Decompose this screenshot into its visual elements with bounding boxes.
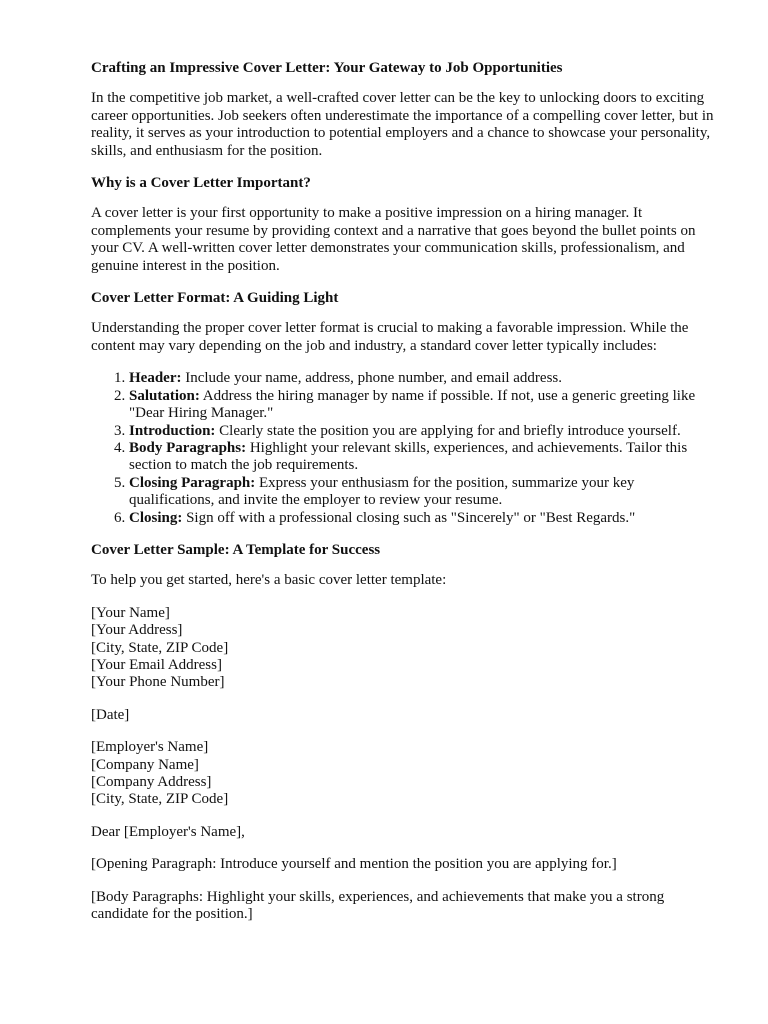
document-title: Crafting an Impressive Cover Letter: Your Gateway to Job Opportunities xyxy=(91,60,563,76)
sender-line: [City, State, ZIP Code] xyxy=(91,639,229,656)
list-item-text: Include your name, address, phone number, and email address. xyxy=(181,370,563,387)
list-item-text: Address the hiring manager by name if possible. If not, use a generic greeting like "Dear Hiring Manager." xyxy=(129,387,696,422)
list-item-text: Express your enthusiasm for the position, summarize your key qualifications, and invite the employer to review your resume. xyxy=(129,474,635,509)
sender-line: [Your Address] xyxy=(91,622,183,639)
sender-line: [Your Name] xyxy=(91,604,170,621)
date-placeholder: [Date] xyxy=(91,706,130,723)
section-heading-format: Cover Letter Format: A Guiding Light xyxy=(91,290,339,307)
list-item xyxy=(129,370,721,387)
list-item xyxy=(129,423,721,440)
section-heading-sample: Cover Letter Sample: A Template for Success xyxy=(91,541,381,558)
sender-line: [Your Email Address] xyxy=(91,656,222,673)
list-item-text: Sign off with a professional closing such as "Sincerely" or "Best Regards." xyxy=(182,509,636,526)
intro-paragraph: In the competitive job market, a well-crafted cover letter can be the key to unlocking doors to exciting career opportunities. Job seekers often underestimate the importance of a compelling cover letter, but in reality, it serves as your introduction to potential employers and a chance to showcase your personality, skills, and enthusiasm for the position. xyxy=(91,90,714,159)
list-item xyxy=(129,388,721,423)
recipient-address-block xyxy=(91,739,721,809)
section-body-why: A cover letter is your first opportunity to make a positive impression on a hiring manager. It complements your resume by providing context and a narrative that goes beyond the bullet points on your CV. A well-written cover letter demonstrates your communication skills, professionalism, and genuine interest in the position. xyxy=(91,205,696,274)
recipient-line: [Company Name] xyxy=(91,756,199,773)
list-item-label: Closing Paragraph: xyxy=(129,474,256,491)
list-item-text: Clearly state the position you are applying for and briefly introduce yourself. xyxy=(215,422,681,439)
sender-line: [Your Phone Number] xyxy=(91,674,225,691)
section-heading-why: Why is a Cover Letter Important? xyxy=(91,175,311,192)
body-paragraph-placeholder: [Body Paragraphs: Highlight your skills, experiences, and achievements that make you a strong candidate for the position.] xyxy=(91,888,665,923)
recipient-line: [City, State, ZIP Code] xyxy=(91,791,229,808)
list-item-label: Introduction: xyxy=(129,422,216,439)
list-item xyxy=(129,510,721,527)
format-list xyxy=(91,370,721,527)
list-item-label: Body Paragraphs: xyxy=(129,439,247,456)
section-body-sample: To help you get started, here's a basic cover letter template: xyxy=(91,572,447,589)
document-page xyxy=(91,60,721,923)
list-item-label: Salutation: xyxy=(129,387,200,404)
list-item-label: Header: xyxy=(129,370,182,387)
list-item xyxy=(129,440,721,475)
recipient-line: [Company Address] xyxy=(91,774,212,790)
recipient-line: [Employer's Name] xyxy=(91,739,209,756)
list-item-text: Highlight your relevant skills, experiences, and achievements. Tailor this section to match the job requirements. xyxy=(129,439,688,474)
sender-address-block xyxy=(91,605,721,692)
list-item xyxy=(129,475,721,510)
section-body-format: Understanding the proper cover letter format is crucial to making a favorable impression. While the content may vary depending on the job and industry, a standard cover letter typically includes: xyxy=(91,320,689,354)
list-item-label: Closing: xyxy=(129,509,183,526)
greeting-line: Dear [Employer's Name], xyxy=(91,823,245,840)
opening-paragraph-placeholder: [Opening Paragraph: Introduce yourself and mention the position you are applying for.] xyxy=(91,856,617,873)
